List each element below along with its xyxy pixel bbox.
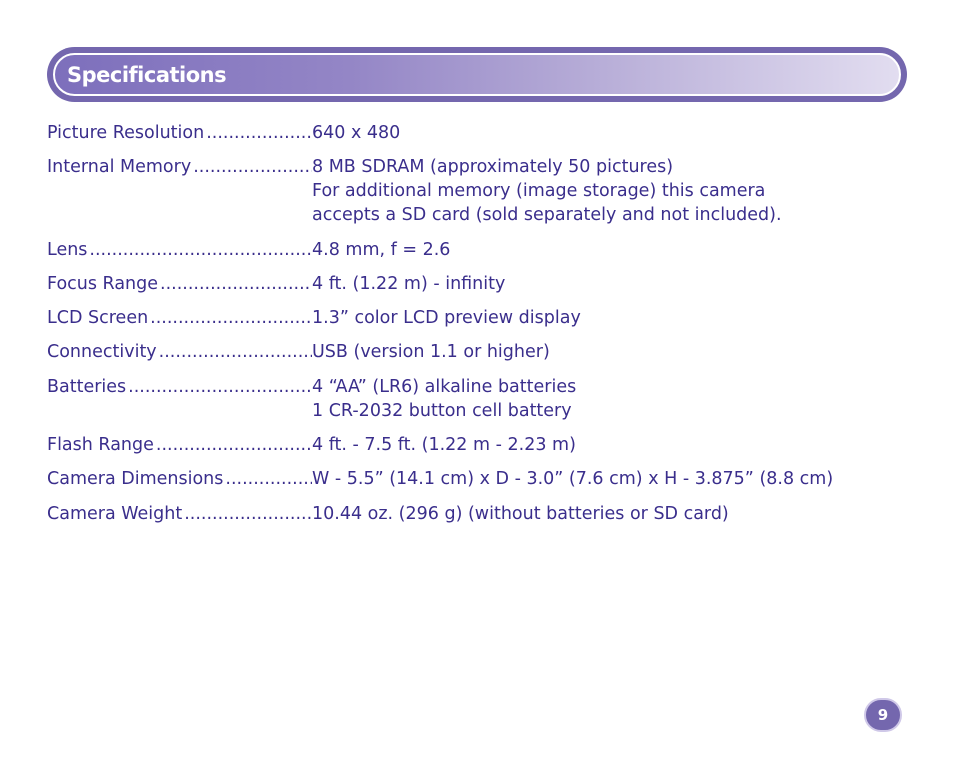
dot-leader — [150, 306, 312, 330]
dot-leader — [184, 502, 312, 526]
spec-row-focus-range — [47, 272, 887, 296]
spec-row-lens — [47, 238, 887, 262]
spec-value: accepts a SD card (sold separately and not included). — [312, 205, 782, 226]
section-header-bar — [53, 53, 901, 96]
dot-leader — [225, 467, 312, 491]
spec-value: 1.3” color LCD preview display — [312, 308, 581, 329]
section-header — [47, 47, 907, 102]
spec-row-batteries — [47, 375, 887, 423]
spec-row-picture-resolution — [47, 121, 887, 145]
spec-label: Picture Resolution — [47, 123, 205, 143]
spec-row-internal-memory — [47, 155, 887, 227]
spec-value: W - 5.5” (14.1 cm) x D - 3.0” (7.6 cm) x H - 3.875” (8.8 cm) — [312, 469, 834, 490]
spec-label: Batteries — [47, 376, 127, 397]
spec-value: 4 ft. - 7.5 ft. (1.22 m - 2.23 m) — [312, 435, 576, 456]
spec-row-camera-dimensions — [47, 467, 887, 491]
spec-value: For additional memory (image storage) this camera — [312, 181, 766, 202]
spec-value: 10.44 oz. (296 g) (without batteries or SD card) — [312, 503, 729, 524]
spec-label: Lens — [47, 239, 88, 260]
spec-value: 1 CR-2032 button cell battery — [312, 400, 572, 421]
spec-row-connectivity — [47, 340, 887, 364]
dot-leader — [160, 272, 312, 296]
spec-value: 4 “AA” (LR6) alkaline batteries — [312, 376, 577, 397]
spec-row-camera-weight — [47, 502, 887, 526]
spec-row-flash-range — [47, 433, 887, 457]
spec-value: 640 x 480 — [312, 123, 401, 143]
spec-row-lcd-screen — [47, 306, 887, 330]
spec-list — [47, 121, 887, 536]
spec-label: Flash Range — [47, 435, 154, 456]
dot-leader — [193, 155, 312, 227]
spec-label: Camera Dimensions — [47, 469, 224, 490]
spec-value: 8 MB SDRAM (approximately 50 pictures) — [312, 157, 674, 178]
spec-label: Camera Weight — [47, 503, 183, 524]
page-number-badge: 9 — [864, 698, 902, 732]
spec-value: USB (version 1.1 or higher) — [312, 342, 550, 363]
spec-label: Focus Range — [47, 273, 159, 294]
dot-leader — [206, 121, 312, 145]
spec-label: Internal Memory — [47, 157, 192, 178]
spec-label: Connectivity — [47, 342, 157, 363]
dot-leader — [128, 375, 312, 423]
dot-leader — [89, 238, 312, 262]
dot-leader — [156, 433, 312, 457]
page-title: Specifications — [67, 62, 227, 87]
spec-label: LCD Screen — [47, 308, 149, 329]
spec-value: 4 ft. (1.22 m) - infinity — [312, 273, 506, 294]
dot-leader — [159, 340, 312, 364]
spec-value: 4.8 mm, f = 2.6 — [312, 239, 451, 260]
